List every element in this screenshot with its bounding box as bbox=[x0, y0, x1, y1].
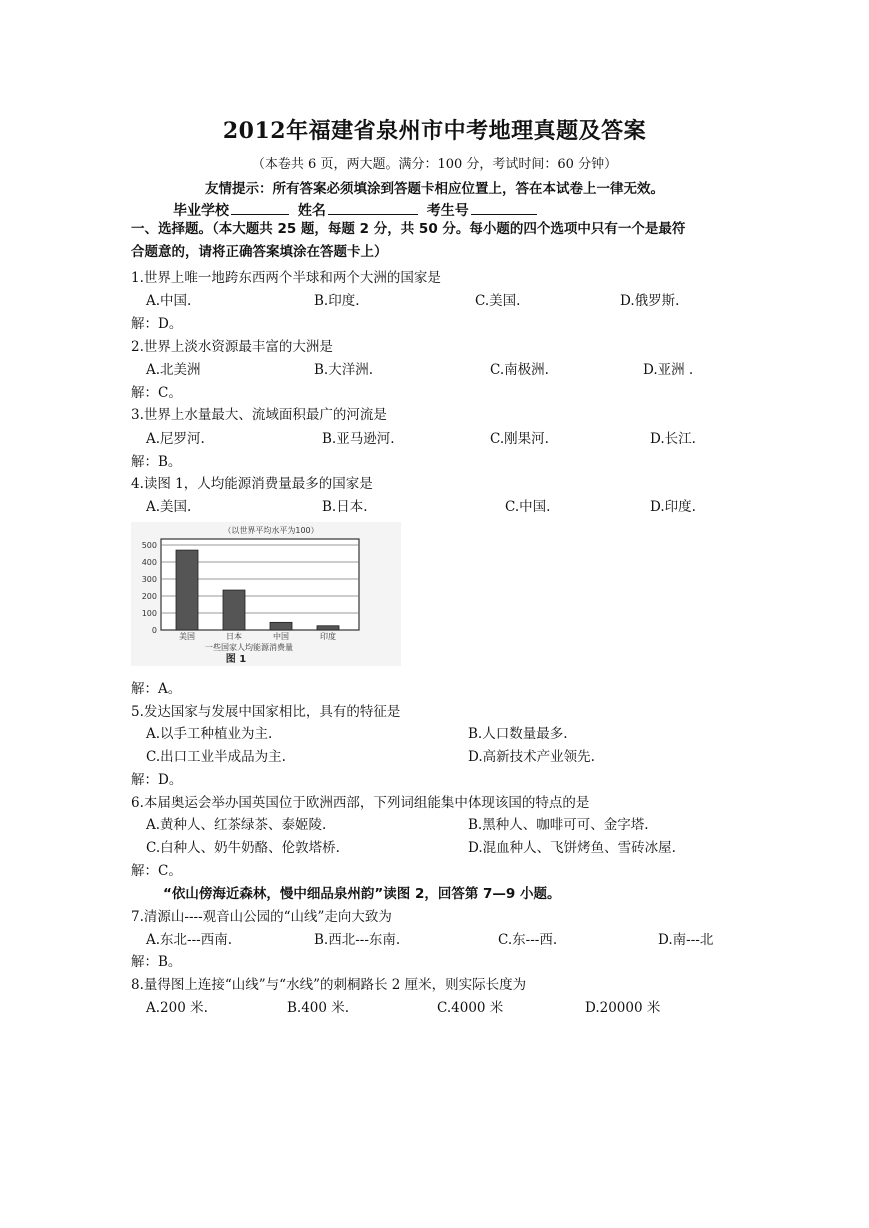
option-c: C.南极洲. bbox=[490, 362, 549, 378]
option-c: C.白种人、奶牛奶酪、伦敦塔桥. bbox=[146, 840, 340, 856]
x-category-label: 日本 bbox=[226, 632, 242, 641]
option-b: B.印度. bbox=[314, 293, 360, 309]
option-a: A.美国. bbox=[146, 499, 192, 515]
x-category-label: 中国 bbox=[273, 632, 289, 641]
answer-text: 解：A。 bbox=[131, 681, 182, 697]
question-stem: 3.世界上水量最大、流域面积最广的河流是 bbox=[131, 407, 387, 423]
y-tick-label: 400 bbox=[141, 558, 157, 567]
friendly-tip: 友情提示：所有答案必须填涂到答题卡相应位置上，答在本试卷上一律无效。 bbox=[205, 181, 664, 197]
option-d: D.南---北 bbox=[658, 932, 714, 948]
option-b: B.400 米. bbox=[287, 1000, 350, 1016]
school-blank bbox=[231, 200, 289, 215]
option-d: D.长江. bbox=[650, 431, 696, 447]
figure-1-chart bbox=[131, 522, 401, 666]
question-stem: 7.清源山----观音山公园的“山线”走向大致为 bbox=[131, 909, 392, 925]
answer-text: 解：C。 bbox=[131, 385, 182, 401]
chart-caption: 一些国家人均能源消费量 bbox=[205, 643, 293, 652]
answer-text: 解：B。 bbox=[131, 454, 182, 470]
question-stem: 8.量得图上连接“山线”与“水线”的刺桐路长 2 厘米，则实际长度为 bbox=[131, 977, 527, 993]
group-intro: “依山傍海近森林，慢中细品泉州韵”读图 2，回答第 7—9 小题。 bbox=[163, 886, 561, 902]
option-a: A.北美洲 bbox=[146, 362, 201, 378]
school-label: 毕业学校 bbox=[173, 203, 229, 219]
option-d: D.俄罗斯. bbox=[620, 293, 680, 309]
y-tick-label: 100 bbox=[141, 609, 157, 618]
question-stem: 1.世界上唯一地跨东西两个半球和两个大洲的国家是 bbox=[131, 270, 441, 286]
x-category-label: 印度 bbox=[320, 632, 336, 641]
option-d: D.印度. bbox=[650, 499, 696, 515]
y-tick-label: 0 bbox=[151, 626, 157, 635]
question-stem: 5.发达国家与发展中国家相比，具有的特征是 bbox=[131, 704, 401, 720]
answer-text: 解：C。 bbox=[131, 863, 182, 879]
page-title: 2012年福建省泉州市中考地理真题及答案 bbox=[222, 118, 647, 144]
question-stem: 4.读图 1，人均能源消费量最多的国家是 bbox=[131, 476, 373, 492]
option-b: B.西北---东南. bbox=[314, 932, 401, 948]
bar bbox=[223, 590, 245, 630]
option-a: A.东北---西南. bbox=[146, 932, 233, 948]
exam-info: （本卷共 6 页，两大题。满分：100 分，考试时间：60 分钟） bbox=[251, 157, 618, 172]
name-blank bbox=[328, 200, 418, 215]
bar bbox=[270, 622, 292, 630]
question-stem: 2.世界上淡水资源最丰富的大洲是 bbox=[131, 339, 333, 355]
option-a: A.尼罗河. bbox=[146, 431, 205, 447]
question-stem: 6.本届奥运会举办国英国位于欧洲西部，下列词组能集中体现该国的特点的是 bbox=[131, 795, 590, 811]
section-heading-line-2: 合题意的，请将正确答案填涂在答题卡上） bbox=[131, 244, 388, 260]
option-a: A.中国. bbox=[146, 293, 192, 309]
option-d: D.亚洲 . bbox=[643, 362, 694, 378]
option-b: B.人口数量最多. bbox=[468, 726, 568, 742]
name-label: 姓名 bbox=[297, 203, 326, 219]
exam-no-blank bbox=[471, 200, 537, 215]
option-a: A.以手工种植业为主. bbox=[146, 726, 273, 742]
energy-consumption-chart bbox=[131, 522, 401, 666]
option-c: C.东---西. bbox=[498, 932, 558, 948]
x-category-label: 美国 bbox=[179, 632, 195, 641]
answer-text: 解：D。 bbox=[131, 772, 183, 788]
option-d: D.混血种人、飞饼烤鱼、雪砖冰屋. bbox=[468, 840, 676, 856]
chart-title: （以世界平均水平为100） bbox=[223, 526, 319, 535]
exam-no-label: 考生号 bbox=[426, 203, 469, 219]
option-b: B.亚马逊河. bbox=[322, 431, 395, 447]
section-heading bbox=[131, 218, 751, 264]
option-d: D.20000 米 bbox=[585, 1000, 661, 1016]
option-c: C.刚果河. bbox=[490, 431, 549, 447]
student-info-fields bbox=[173, 200, 541, 220]
y-tick-label: 300 bbox=[141, 575, 157, 584]
option-c: C.出口工业半成品为主. bbox=[146, 749, 286, 765]
option-d: D.高新技术产业领先. bbox=[468, 749, 595, 765]
option-b: B.大洋洲. bbox=[314, 362, 374, 378]
option-c: C.美国. bbox=[475, 293, 521, 309]
bar bbox=[176, 550, 198, 630]
answer-text: 解：D。 bbox=[131, 316, 183, 332]
figure-label: 图 1 bbox=[225, 654, 247, 665]
answer-text: 解：B。 bbox=[131, 954, 182, 970]
option-a: A.200 米. bbox=[146, 1000, 208, 1016]
section-heading-line-1: 一、选择题。（本大题共 25 题，每题 2 分，共 50 分。每小题的四个选项中只有一个是最符 bbox=[131, 221, 686, 237]
y-tick-label: 500 bbox=[141, 541, 157, 550]
option-b: B.黑种人、咖啡可可、金字塔. bbox=[468, 817, 649, 833]
option-b: B.日本. bbox=[322, 499, 368, 515]
bar bbox=[317, 626, 339, 630]
option-a: A.黄种人、红茶绿茶、泰姬陵. bbox=[146, 817, 327, 833]
y-tick-label: 200 bbox=[141, 592, 157, 601]
option-c: C.中国. bbox=[505, 499, 551, 515]
option-c: C.4000 米 bbox=[437, 1000, 504, 1016]
